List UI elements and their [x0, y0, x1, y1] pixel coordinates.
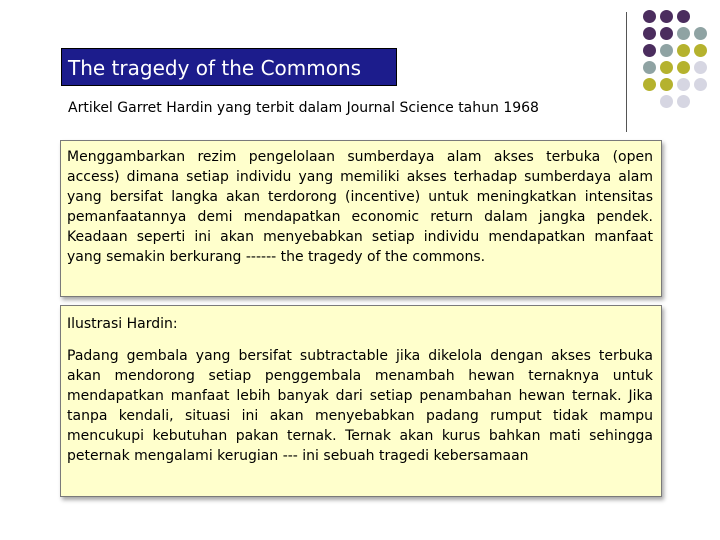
decorative-dot	[677, 95, 690, 108]
decorative-dot	[677, 27, 690, 40]
decorative-dot	[677, 44, 690, 57]
decorative-dot	[643, 44, 656, 57]
slide-title: The tragedy of the Commons	[61, 48, 397, 86]
decorative-dot-grid	[643, 13, 713, 105]
decorative-dot	[677, 10, 690, 23]
decorative-dot	[643, 61, 656, 74]
decorative-dot	[660, 27, 673, 40]
definition-text: Menggambarkan rezim pengelolaan sumberdaya alam akses terbuka (open access) dimana setiap individu yang memiliki akses terhadap sumberdaya alam yang bersifat langka akan terdorong (incentive) untuk meningkatkan intensitas pemanfaatannya demi mendapatkan economic return dalam jangka pendek. Keadaan seperti ini akan menyebabkan setiap individu mendapatkan manfaat yang semakin berkurang ------ the tragedy of the commons.	[67, 149, 653, 265]
decorative-dot	[694, 44, 707, 57]
decorative-dot	[694, 78, 707, 91]
decorative-dot	[643, 78, 656, 91]
decorative-dot	[677, 61, 690, 74]
decorative-dot	[643, 27, 656, 40]
decorative-dot	[660, 61, 673, 74]
decorative-dot	[660, 10, 673, 23]
decorative-dot	[694, 27, 707, 40]
vertical-divider	[626, 12, 627, 132]
illustration-box	[60, 305, 662, 497]
decorative-dot	[677, 78, 690, 91]
decorative-dot	[660, 95, 673, 108]
decorative-dot	[643, 10, 656, 23]
decorative-dot	[660, 78, 673, 91]
illustration-text: Padang gembala yang bersifat subtractable jika dikelola dengan akses terbuka akan mendorong setiap penggembala menambah hewan ternaknya untuk mendapatkan manfaat lebih banyak dari setiap penambahan hewan ternak. Jika tanpa kendali, situasi ini akan menyebabkan padang rumput tidak mampu mencukupi kebutuhan pakan ternak. Ternak akan kurus bahkan mati sehingga peternak mengalami kerugian --- ini sebuah tragedi kebersamaan	[67, 348, 653, 464]
decorative-dot	[660, 44, 673, 57]
decorative-dot	[694, 61, 707, 74]
illustration-heading: Ilustrasi Hardin:	[67, 316, 178, 332]
slide-subtitle: Artikel Garret Hardin yang terbit dalam Journal Science tahun 1968	[68, 100, 539, 116]
definition-box	[60, 140, 662, 297]
